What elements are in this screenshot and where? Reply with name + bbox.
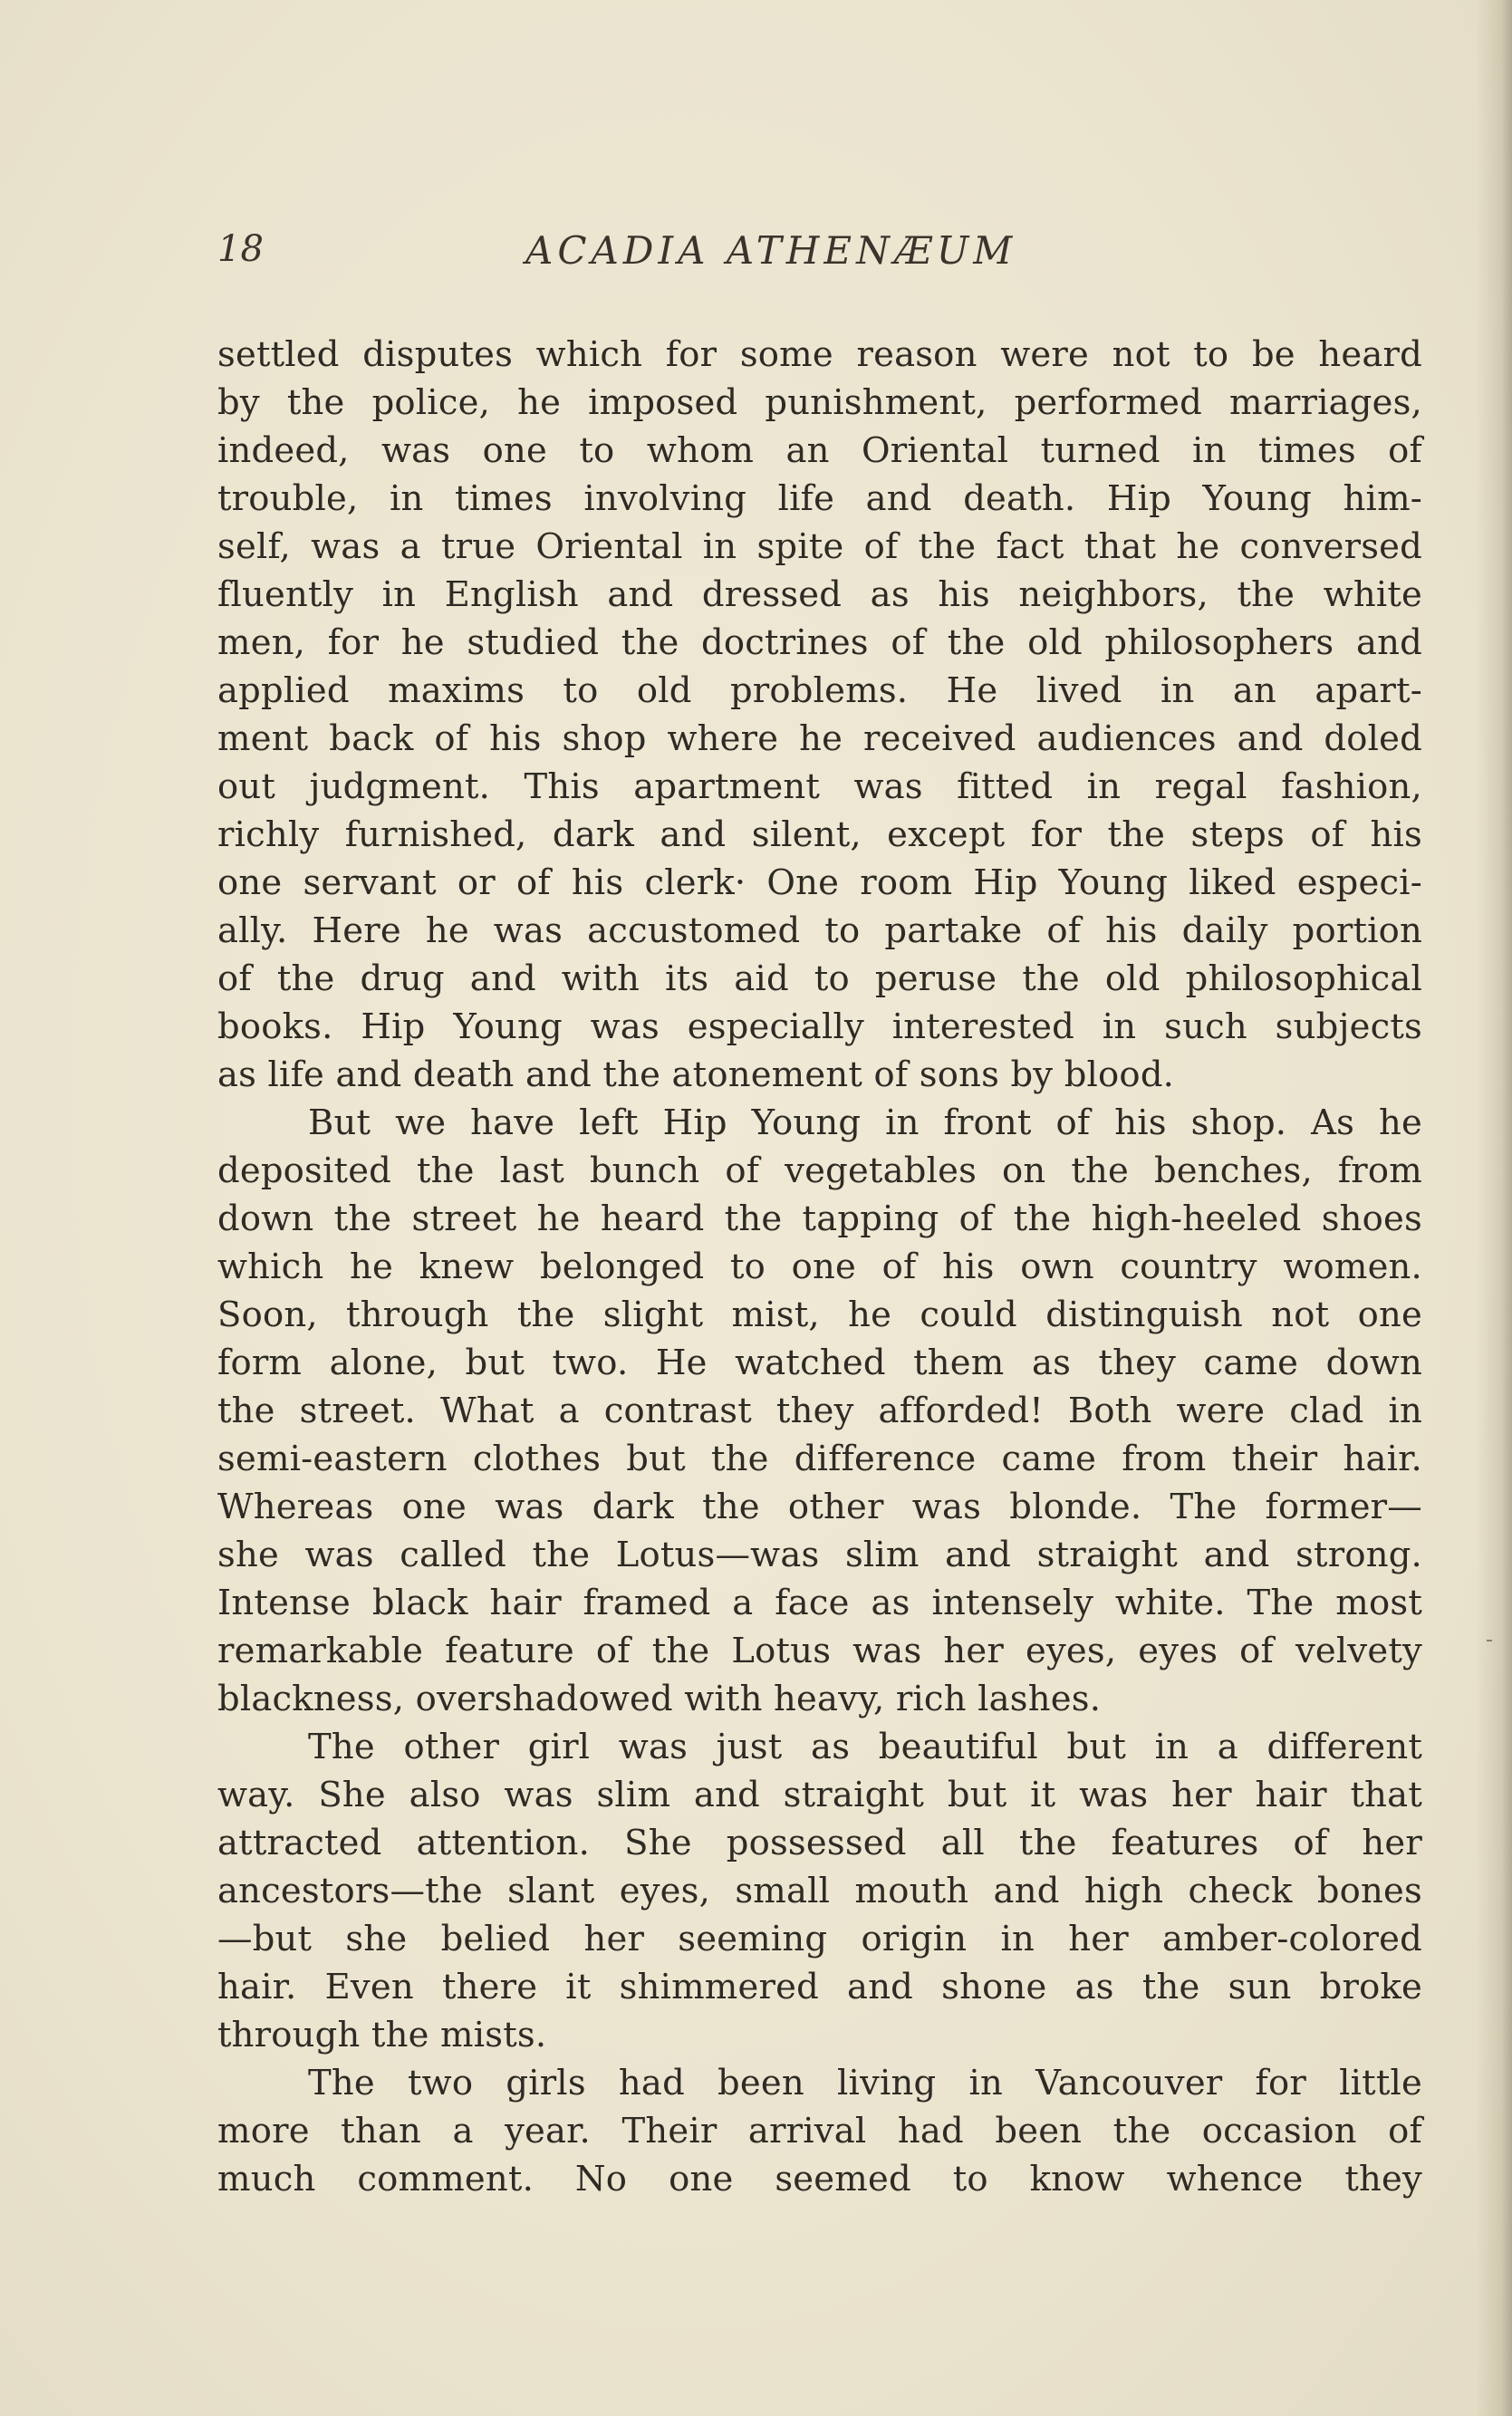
text-line: settled disputes which for some reason were not to be heard [217, 334, 1422, 375]
text-line: applied maxims to old problems. He lived in an apart- [217, 670, 1422, 711]
text-line: way. She also was slim and straight but it was her hair that [217, 1775, 1422, 1815]
text-line: —but she belied her seeming origin in her amber-colored [217, 1919, 1422, 1959]
text-line: trouble, in times involving life and death. Hip Young him- [217, 478, 1422, 519]
text-line: attracted attention. She possessed all the features of her [217, 1823, 1422, 1863]
text-line: ment back of his shop where he received audiences and doled [217, 718, 1422, 759]
running-title: ACADIA ATHENÆUM [525, 228, 1017, 273]
text-line: which he knew belonged to one of his own country women. [217, 1247, 1422, 1287]
text-line: ally. Here he was accustomed to partake of his daily portion [217, 910, 1422, 951]
edge-mark [1487, 1640, 1492, 1641]
body-text [217, 331, 1422, 2203]
text-line: fluently in English and dressed as his neighbors, the white [217, 574, 1422, 615]
text-line: by the police, he imposed punishment, performed marriages, [217, 382, 1422, 423]
text-line: hair. Even there it shimmered and shone as the sun broke [217, 1967, 1422, 2007]
text-line: much comment. No one seemed to know whence they [217, 2159, 1422, 2199]
text-line: the street. What a contrast they afforded! Both were clad in [217, 1391, 1422, 1431]
text-line: Whereas one was dark the other was blonde. The former— [217, 1487, 1422, 1527]
page-header [217, 228, 1422, 292]
text-line: ancestors—the slant eyes, small mouth and high check bones [217, 1871, 1422, 1911]
text-line: semi-eastern clothes but the difference came from their hair. [217, 1439, 1422, 1479]
paragraph-end-line: as life and death and the atonement of sons by blood. [217, 1054, 1175, 1095]
text-line: Soon, through the slight mist, he could distinguish not one [217, 1295, 1422, 1335]
text-line: she was called the Lotus—was slim and straight and strong. [217, 1535, 1422, 1575]
text-line: books. Hip Young was especially interested in such subjects [217, 1006, 1422, 1047]
text-line: self, was a true Oriental in spite of the fact that he conversed [217, 526, 1422, 567]
text-line: Intense black hair framed a face as intensely white. The most [217, 1583, 1422, 1623]
paragraph-end-line: through the mists. [217, 2015, 547, 2055]
text-line: out judgment. This apartment was fitted in regal fashion, [217, 766, 1422, 807]
paragraph-start-line: But we have left Hip Young in front of his shop. As he [308, 1102, 1422, 1143]
text-line: remarkable feature of the Lotus was her eyes, eyes of velvety [217, 1631, 1422, 1671]
paragraph-start-line: The two girls had been living in Vancouver for little [308, 2063, 1422, 2103]
page-edge-shadow [1476, 0, 1512, 2416]
text-line: richly furnished, dark and silent, except for the steps of his [217, 814, 1422, 855]
text-line: of the drug and with its aid to peruse the old philosophical [217, 958, 1422, 999]
paragraph-start-line: The other girl was just as beautiful but in a different [308, 1727, 1422, 1767]
page-number: 18 [217, 228, 264, 270]
text-line: indeed, was one to whom an Oriental turned in times of [217, 430, 1422, 471]
text-line: men, for he studied the doctrines of the old philosophers and [217, 622, 1422, 663]
paragraph-end-line: blackness, overshadowed with heavy, rich lashes. [217, 1679, 1102, 1719]
text-line: more than a year. Their arrival had been the occasion of [217, 2111, 1422, 2151]
text-line: form alone, but two. He watched them as they came down [217, 1343, 1422, 1383]
text-line: deposited the last bunch of vegetables on the benches, from [217, 1150, 1422, 1191]
text-line: one servant or of his clerk· One room Hip Young liked especi- [217, 862, 1422, 903]
text-line: down the street he heard the tapping of the high-heeled shoes [217, 1198, 1422, 1239]
